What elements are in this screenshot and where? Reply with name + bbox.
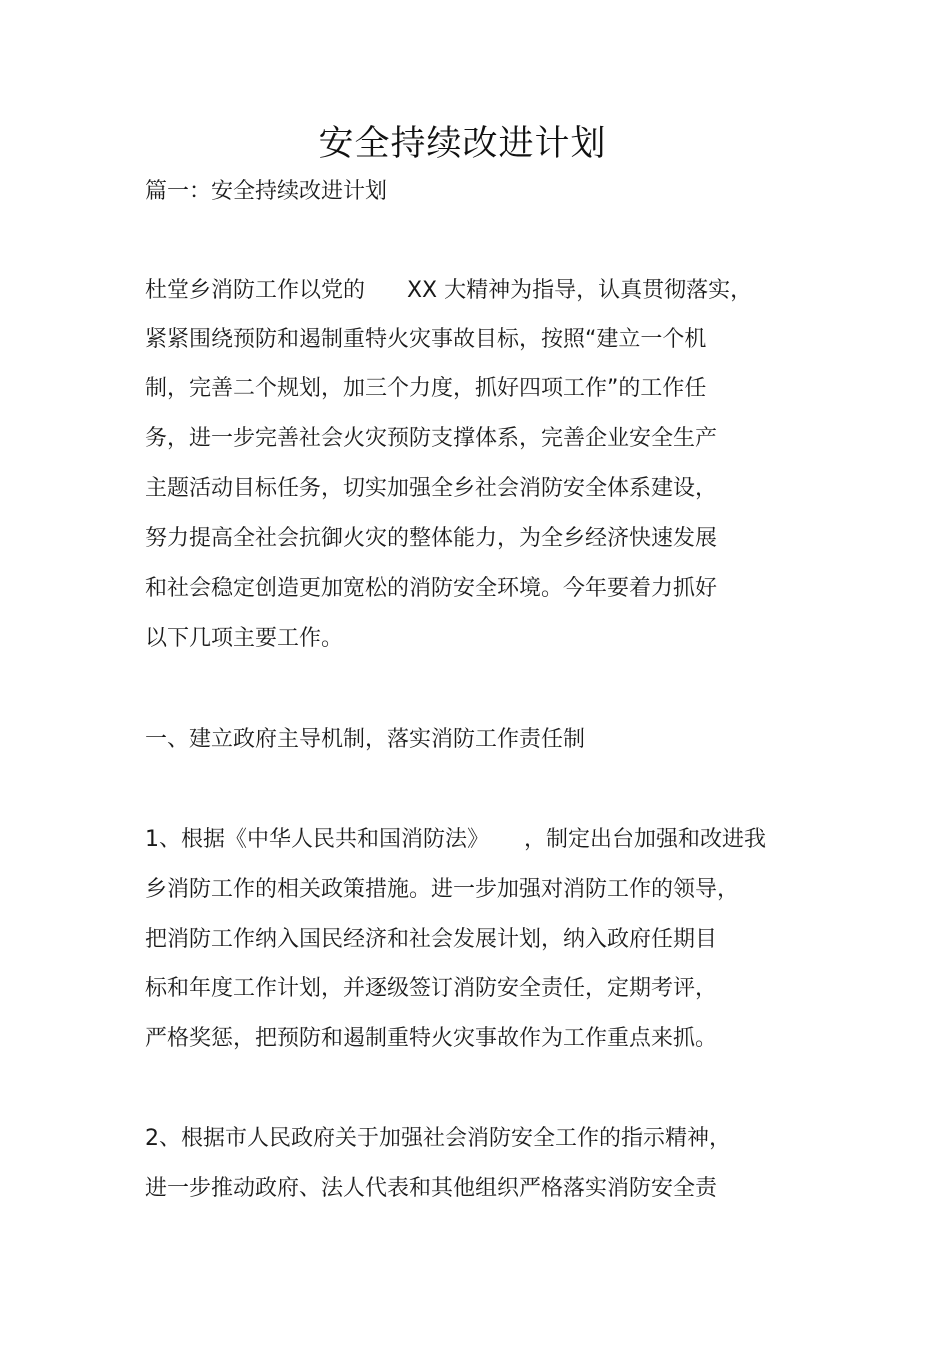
item-line: 严格奖惩，把预防和遏制重特火灾事故作为工作重点来抓。 [145,1026,718,1051]
item-line: 1、根据《中华人民共和国消防法》 ，制定出台加强和改进我 [145,827,766,852]
paragraph-line: 努力提高全社会抗御火灾的整体能力，为全乡经济快速发展 [145,526,718,551]
paragraph-line: 务，进一步完善社会火灾预防支撑体系，完善企业安全生产 [145,426,718,451]
paragraph-line: 制，完善二个规划，加三个力度，抓好四项工作”的工作任 [145,376,707,401]
document-subtitle: 篇一：安全持续改进计划 [145,179,388,204]
paragraph-line: 杜堂乡消防工作以党的 XX 大精神为指导，认真贯彻落实， [145,278,753,303]
item-line: 2、根据市人民政府关于加强社会消防安全工作的指示精神， [145,1126,731,1151]
section-heading: 一、建立政府主导机制，落实消防工作责任制 [145,727,586,752]
item-line: 把消防工作纳入国民经济和社会发展计划，纳入政府任期目 [145,927,718,952]
item-line: 进一步推动政府、法人代表和其他组织严格落实消防安全责 [145,1176,718,1201]
paragraph-line: 以下几项主要工作。 [145,626,344,651]
paragraph-line: 主题活动目标任务，切实加强全乡社会消防安全体系建设， [145,476,718,501]
paragraph-line: 和社会稳定创造更加宽松的消防安全环境。今年要着力抓好 [145,576,718,601]
item-line: 标和年度工作计划，并逐级签订消防安全责任，定期考评， [145,976,718,1001]
document-title: 安全持续改进计划 [318,124,607,164]
item-line: 乡消防工作的相关政策措施。进一步加强对消防工作的领导， [145,877,740,902]
paragraph-line: 紧紧围绕预防和遏制重特火灾事故目标，按照“建立一个机 [145,327,707,352]
